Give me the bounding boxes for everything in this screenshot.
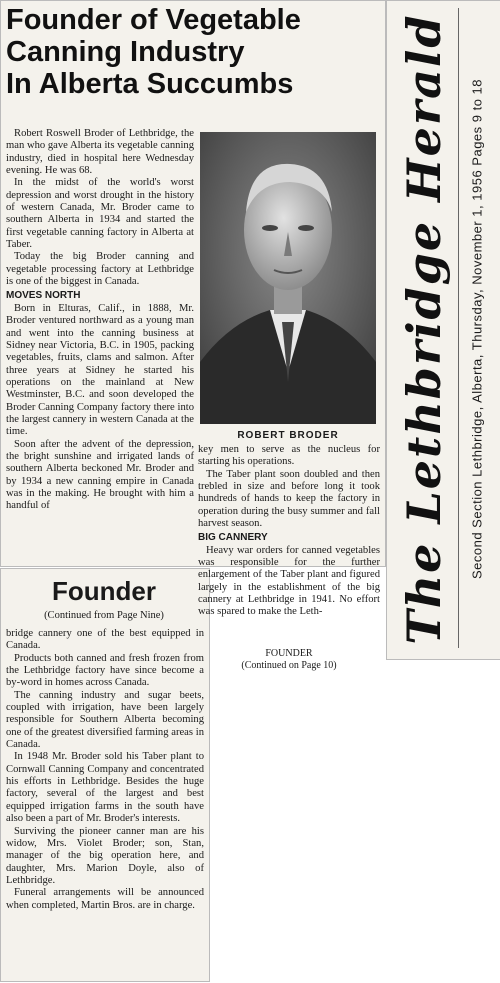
paragraph: The Taber plant soon doubled and then trebled in size and before long it took hundreds of hands to keep the factory in operation during the busy summer and fall harvest season. xyxy=(198,468,380,530)
paragraph: In the midst of the world's worst depression and worst drought in the history of western Canada, Mr. Broder came to southern Alberta in 1934 and started the first vegetable canning factory in Alberta at Taber. xyxy=(6,177,194,251)
jump-line xyxy=(198,648,380,672)
dateline-text: Second Section Lethbridge, Alberta, Thursday, November 1, 1956 Pages 9 to 18 xyxy=(469,78,485,580)
paragraph: Products both canned and fresh frozen from the Lethbridge factory have since become a by-word in homes across Canada. xyxy=(6,652,204,689)
jump-word: FOUNDER xyxy=(265,648,313,659)
left-column xyxy=(6,128,194,513)
divider xyxy=(458,8,459,648)
paragraph: bridge cannery one of the best equipped in Canada. xyxy=(6,628,204,652)
paragraph: Today the big Broder canning and vegetable processing factory at Lethbridge is one of the biggest in Canada. xyxy=(6,251,194,288)
paragraph: In 1948 Mr. Broder sold his Taber plant to Cornwall Canning Company and concentrated his efforts in Lethbridge. Besides the huge factory, several of the largest and best equipped irrigation farms in the south have also been a part of Mr. Broder's interests. xyxy=(6,751,204,825)
paragraph: Funeral arrangements will be announced when completed, Martin Bros. are in charge. xyxy=(6,887,204,911)
continuation-heading: Founder xyxy=(52,576,156,606)
subheading-big-cannery: BIG CANNERY xyxy=(198,532,268,544)
paragraph: Born in Elturas, Calif., in 1888, Mr. Broder ventured northward as a young man and went into the canning business at Sidney near Victoria, B.C. in 1905, packing vegetables, fruits, clams and salmon. After three years at Sidney he started his operations on the mainland at New Westminster, B.C. and soon developed the Broder Canning Company factory there into the largest cannery in western Canada at the time. xyxy=(6,302,194,438)
continuation-column xyxy=(6,628,204,912)
paragraph: key men to serve as the nucleus for starting his operations. xyxy=(198,444,380,468)
paragraph: Robert Roswell Broder of Lethbridge, the man who gave Alberta its vegetable canning industry, died in hospital here Wednesday evening. He was 68. xyxy=(6,128,194,177)
headline-line: Founder of Vegetable xyxy=(6,4,301,36)
headline-line: In Alberta Succumbs xyxy=(6,68,294,100)
continued-from: (Continued from Page Nine) xyxy=(44,610,164,621)
masthead-title: The Lethbridge Herald xyxy=(397,13,451,645)
dateline xyxy=(462,4,492,654)
newspaper-masthead xyxy=(392,4,456,654)
paragraph: The canning industry and sugar beets, coupled with irrigation, have been largely responsible for Southern Alberta becoming one of the greatest diversified farming areas in Canada. xyxy=(6,689,204,751)
headline xyxy=(6,4,378,100)
headline-line: Canning Industry xyxy=(6,36,245,68)
jump-continued: (Continued on Page 10) xyxy=(241,660,337,671)
paragraph: Surviving the pioneer canner man are his widow, Mrs. Violet Broder; son, Stan, manager of the big operation here, and daughter, Mrs. Marion Doyle, also of Lethbridge. xyxy=(6,825,204,886)
subheading-moves-north: MOVES NORTH xyxy=(6,290,81,302)
right-column xyxy=(198,444,380,619)
photo-caption: ROBERT BRODER xyxy=(237,430,339,441)
paragraph: Soon after the advent of the depression, the bright sunshine and irrigated lands of southern Alberta beckoned Mr. Broder and by 1934 a new canning empire in Canada was in the making. He brought with him a handful of xyxy=(6,438,194,512)
portrait-photo xyxy=(200,132,376,424)
portrait-illustration xyxy=(200,132,376,424)
paragraph: Heavy war orders for canned vegetables was responsible for the further enlargement of the Taber plant and figured largely in the establishment of the big cannery at Lethbridge in 1941. No effort was spared to make the Leth- xyxy=(198,544,380,618)
